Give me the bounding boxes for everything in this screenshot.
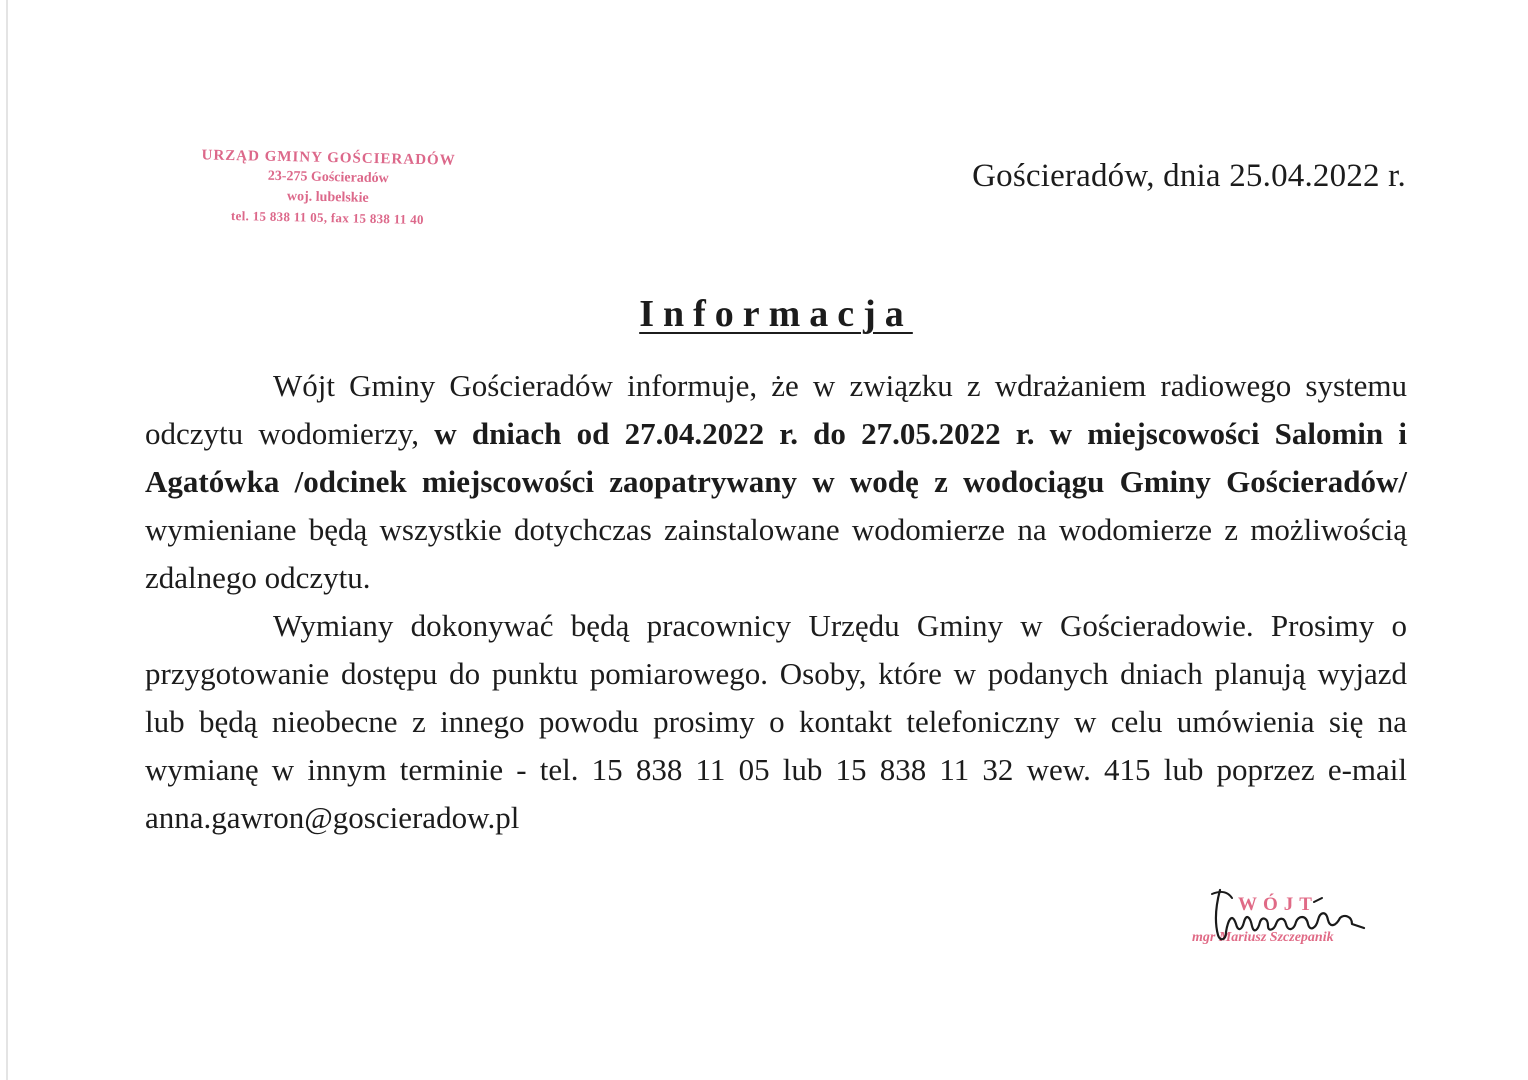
document-body xyxy=(145,362,1407,842)
signature-block xyxy=(1192,880,1392,960)
signature-stamp-title: WÓJT xyxy=(1238,894,1318,915)
stamp-region: woj. lubelskie xyxy=(286,189,369,206)
document-title: Informacja xyxy=(639,293,913,335)
handwritten-signature xyxy=(1202,880,1372,950)
paragraph-announcement xyxy=(145,362,1407,602)
scan-edge xyxy=(6,0,8,1080)
signature-stamp-name: mgr Mariusz Szczepanik xyxy=(1192,930,1334,945)
stamp-phone-fax: tel. 15 838 11 05, fax 15 838 11 40 xyxy=(230,207,424,228)
paragraph-contact: Wymiany dokonywać będą pracownicy Urzędu Gminy w Gościeradowie. Prosimy o przygotowanie dostępu do punktu pomiarowego. Osoby, które w podanych dniach planują wyjazd lub będą nieobecne z innego powodu prosimy o kontakt telefoniczny w celu umówienia się na wymianę w innym terminie - tel. 15 838 11 05 lub 15 838 11 32 wew. 415 lub poprzez e-mail anna.gawron@goscieradow.pl xyxy=(145,608,1407,835)
document-date: Gościeradów, dnia 25.04.2022 r. xyxy=(972,158,1406,194)
paragraph-announcement-dates-location: w dniach od 27.04.2022 r. do 27.05.2022 r. w miejscowości Salomin i Agatówka /odcinek miejscowości zaopatrywany w wodę z wodociągu Gminy Gościeradów/ xyxy=(145,416,1407,499)
paragraph-announcement-intro: Wójt Gminy Gościeradów informuje, że w związku z wdrażaniem radiowego systemu odczytu wodomierzy, xyxy=(145,368,1407,451)
paragraph-announcement-outro: wymieniane będą wszystkie dotychczas zainstalowane wodomierze na wodomierze z możliwością zdalnego odczytu. xyxy=(145,512,1407,595)
stamp-postal-address: 23-275 Gościeradów xyxy=(267,168,389,187)
office-stamp xyxy=(167,145,489,232)
stamp-office-name: URZĄD GMINY GOŚCIERADÓW xyxy=(201,147,456,169)
